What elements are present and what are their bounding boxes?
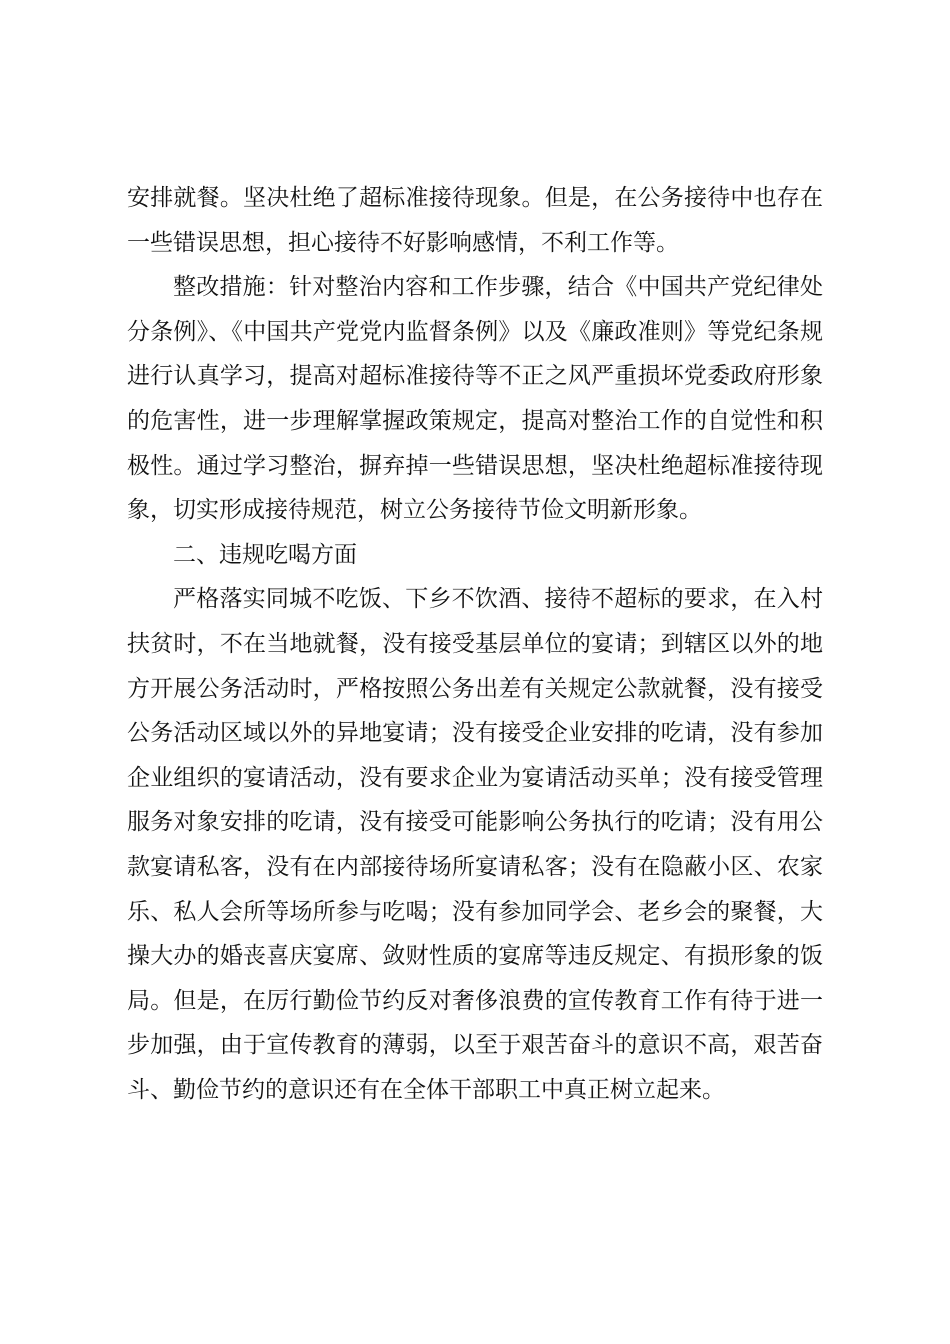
document-body: [127, 176, 823, 1112]
paragraph-dining-details: 严格落实同城不吃饭、下乡不饮酒、接待不超标的要求，在入村扶贫时，不在当地就餐，没有接受基层单位的宴请；到辖区以外的地方开展公务活动时，严格按照公务出差有关规定公款就餐，没有接受公务活动区域以外的异地宴请；没有接受企业安排的吃请，没有参加企业组织的宴请活动，没有要求企业为宴请活动买单；没有接受管理服务对象安排的吃请，没有接受可能影响公务执行的吃请；没有用公款宴请私客，没有在内部接待场所宴请私客；没有在隐蔽小区、农家乐、私人会所等场所参与吃喝；没有参加同学会、老乡会的聚餐，大操大办的婚丧喜庆宴席、敛财性质的宴席等违反规定、有损形象的饭局。但是，在厉行勤俭节约反对奢侈浪费的宣传教育工作有待于进一步加强，由于宣传教育的薄弱，以至于艰苦奋斗的意识不高，艰苦奋斗、勤俭节约的意识还有在全体干部职工中真正树立起来。: [127, 586, 823, 1103]
section-heading-dining: 二、违规吃喝方面: [173, 541, 357, 568]
paragraph-rectification-measures: 整改措施：针对整治内容和工作步骤，结合《中国共产党纪律处分条例》、《中国共产党党内监督条例》以及《廉政准则》等党纪条规进行认真学习，提高对超标准接待等不正之风严重损坏党委政府形象的危害性，进一步理解掌握政策规定，提高对整治工作的自觉性和积极性。通过学习整治，摒弃掉一些错误思想，坚决杜绝超标准接待现象，切实形成接待规范，树立公务接待节俭文明新形象。: [127, 274, 823, 524]
paragraph-reception-summary: 安排就餐。坚决杜绝了超标准接待现象。但是，在公务接待中也存在一些错误思想，担心接待不好影响感情，不利工作等。: [127, 185, 823, 256]
